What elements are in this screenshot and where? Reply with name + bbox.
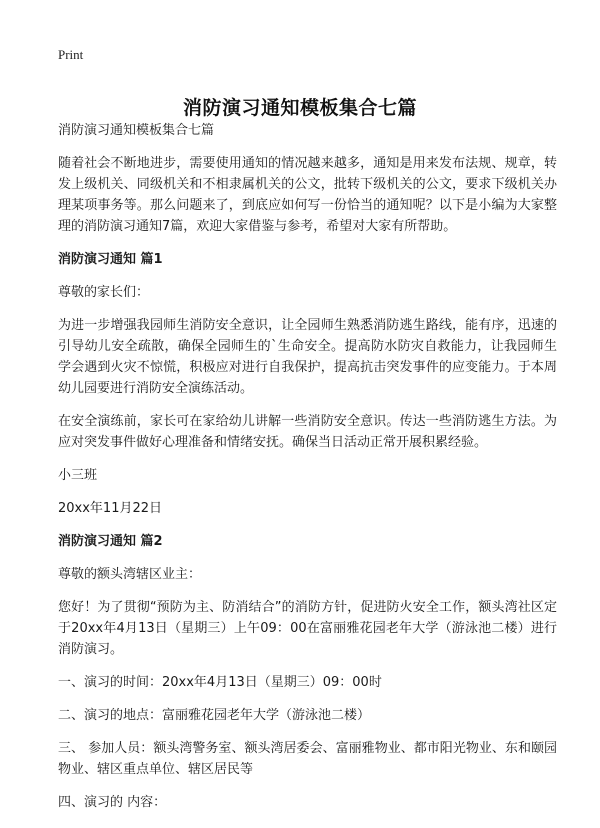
- section2-item-1: 一、演习的时间：20xx年4月13日（星期三）09：00时: [58, 675, 382, 690]
- section2-item-4: 四、演习的 内容：: [58, 795, 167, 810]
- document-subtitle: 消防演习通知模板集合七篇: [58, 123, 215, 138]
- section1-date: 20xx年11月22日: [58, 501, 163, 516]
- section1-paragraph-1: 为进一步增强我园师生消防安全意识，让全园师生熟悉消防逃生路线，能有序，迅速的引导幼儿安全疏散，确保全园师生的`生命安全。提高防水防灾自救能力，让我园师生学会遇到火灾不惊慌，积极应对进行自我保护，提高抗击突发事件的应变能力。于本周幼儿园要进行消防安全演练活动。: [58, 318, 557, 396]
- document-body: [58, 120, 557, 825]
- section1-greeting: 尊敬的家长们：: [58, 285, 150, 300]
- intro-paragraph: 随着社会不断地进步，需要使用通知的情况越来越多，通知是用来发布法规、规章，转发上级机关、同级机关和不相隶属机关的公文，批转下级机关的公文，要求下级机关办理某项事务等。那么问题来了，到底应如何写一份恰当的通知呢？以下是小编为大家整理的消防演习通知7篇，欢迎大家借鉴与参考，希望对大家有所帮助。: [58, 156, 557, 234]
- section2-greeting: 尊敬的额头湾辖区业主：: [58, 567, 202, 582]
- page-title: 消防演习通知模板集合七篇: [182, 96, 417, 119]
- section2-item-3: 三、 参加人员：额头湾警务室、额头湾居委会、富丽雅物业、都市阳光物业、东和颐园物业、辖区重点单位、辖区居民等: [58, 741, 557, 777]
- section2-item-2: 二、演习的地点：富丽雅花园老年大学（游泳池二楼）: [58, 708, 371, 723]
- print-link[interactable]: Print: [58, 47, 84, 62]
- section-heading-1: 消防演习通知 篇1: [58, 252, 163, 267]
- section2-paragraph-1: 您好！为了贯彻“预防为主、防消结合”的消防方针，促进防火安全工作，额头湾社区定于20xx年4月13日（星期三）上午09：00在富丽雅花园老年大学（游泳池二楼）进行消防演习。: [58, 600, 557, 657]
- section-heading-2: 消防演习通知 篇2: [58, 534, 163, 549]
- section1-paragraph-2: 在安全演练前，家长可在家给幼儿讲解一些消防安全意识。传达一些消防逃生方法。为应对突发事件做好心理准备和情绪安抚。确保当日活动正常开展积累经验。: [58, 414, 557, 450]
- section1-signature: 小三班: [58, 468, 98, 483]
